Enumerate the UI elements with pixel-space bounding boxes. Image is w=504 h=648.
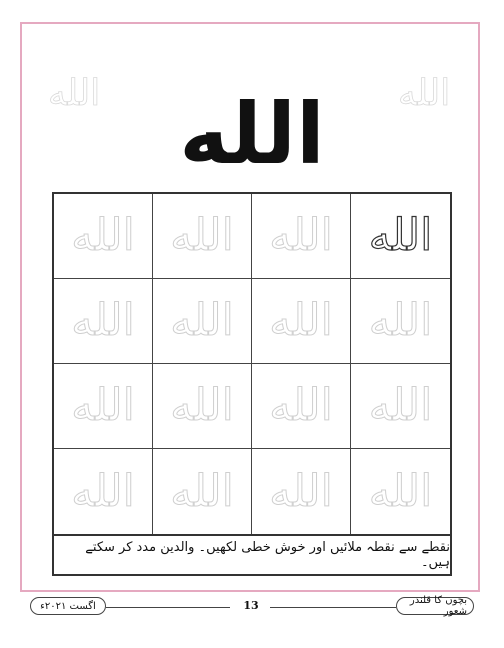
footer-divider — [270, 607, 396, 608]
tracing-word: الله — [170, 380, 234, 431]
magazine-name: بچوں کا قلندر شعور — [396, 597, 474, 615]
tracing-word: الله — [71, 380, 135, 431]
tracing-word: الله — [368, 295, 433, 346]
tracing-cell[interactable] — [153, 279, 252, 364]
tracing-word: الله — [170, 295, 234, 346]
tracing-word: الله — [368, 465, 433, 517]
tracing-word: الله — [71, 210, 135, 261]
footer-divider — [106, 607, 230, 608]
tracing-cell[interactable] — [351, 279, 450, 364]
tracing-word: الله — [170, 465, 234, 517]
tracing-cell[interactable] — [252, 449, 351, 534]
tracing-cell[interactable] — [351, 364, 450, 449]
issue-date: اگست ۲۰۲۱ء — [30, 597, 106, 615]
tracing-cell[interactable] — [54, 279, 153, 364]
tracing-word: الله — [71, 295, 135, 346]
tracing-cell[interactable] — [351, 449, 450, 534]
tracing-word: الله — [269, 210, 333, 261]
tracing-cell[interactable] — [153, 364, 252, 449]
tracing-cell[interactable] — [252, 364, 351, 449]
tracing-cell[interactable] — [54, 364, 153, 449]
ghost-word-right: الله — [398, 73, 451, 114]
page-number: 13 — [243, 599, 259, 612]
instruction-text: نقطے سے نقطہ ملائیں اور خوش خطی لکھیں۔ والدین مدد کر سکتے ہیں۔ — [52, 536, 452, 576]
tracing-word: الله — [170, 210, 234, 261]
tracing-cell[interactable] — [252, 194, 351, 279]
tracing-cell[interactable] — [153, 194, 252, 279]
tracing-word: الله — [269, 380, 333, 431]
main-title-word: الله — [179, 85, 325, 183]
tracing-cell[interactable] — [54, 194, 153, 279]
tracing-grid — [52, 192, 452, 536]
tracing-word: الله — [269, 465, 333, 517]
tracing-cell[interactable] — [252, 279, 351, 364]
page-footer — [28, 596, 474, 618]
tracing-cell[interactable] — [54, 449, 153, 534]
example-cell — [351, 194, 450, 279]
tracing-word: الله — [368, 380, 433, 431]
example-word: الله — [368, 210, 433, 261]
tracing-cell[interactable] — [153, 449, 252, 534]
tracing-word: الله — [71, 465, 135, 517]
tracing-word: الله — [269, 295, 333, 346]
ghost-word-left: الله — [48, 73, 101, 114]
